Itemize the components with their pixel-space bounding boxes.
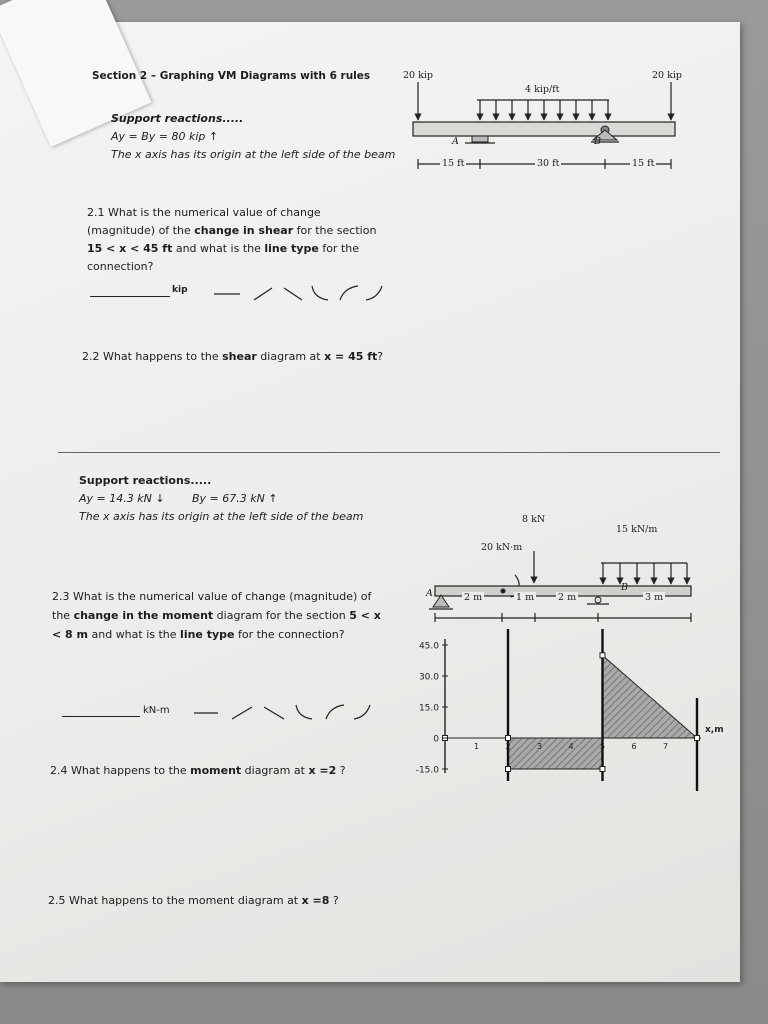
line-type-concave-down-rising[interactable] (326, 705, 344, 719)
x-tick-label: 1 (473, 742, 480, 751)
beam1-dim-mid: 30 ft (537, 158, 560, 169)
support-reaction-ay: Ay = 14.3 kN ↓ (79, 492, 165, 505)
support-heading-1: Support reactions..... (111, 112, 244, 125)
beam2-support-b: B (621, 582, 628, 593)
line-type-rising[interactable] (254, 288, 272, 300)
x-tick-label: 7 (662, 742, 669, 751)
beam1-dim-right: 15 ft (632, 158, 655, 169)
support-reaction-1: Ay = By = 80 kip ↑ (111, 130, 219, 143)
diagram-point-marker (695, 736, 700, 741)
q24-question: 2.4 What happens to the moment diagram at x =2 ? (50, 764, 346, 777)
q21-answer-blank[interactable] (90, 296, 170, 297)
beam1-distributed-load: 4 kip/ft (525, 84, 560, 95)
q21-line4: connection? (87, 260, 154, 273)
q22-question: 2.2 What happens to the shear diagram at x = 45 ft? (82, 350, 384, 363)
beam2-dim2: 1 m (516, 592, 535, 603)
x-tick-label: 5 (599, 742, 606, 751)
x-tick-label: 4 (568, 742, 574, 751)
q23-unit: kN-m (143, 705, 170, 716)
q25-question: 2.5 What happens to the moment diagram at x =8 ? (48, 894, 339, 907)
support-reaction-by: By = 67.3 kN ↑ (192, 492, 278, 505)
x-tick-label: 3 (536, 742, 543, 751)
moment-region-2 (508, 738, 606, 769)
beam2-distributed-load: 15 kN/m (616, 524, 658, 535)
moment-region-3 (603, 655, 698, 738)
line-type-convex-rising[interactable] (354, 705, 370, 719)
line-type-falling[interactable] (264, 707, 284, 719)
diagram-point-marker (506, 736, 511, 741)
beam1-support-a: A (452, 136, 459, 147)
q23-line-type-options[interactable] (190, 699, 380, 723)
q21-unit: kip (172, 285, 188, 295)
moment-diagram-chart (405, 607, 735, 792)
x-axis-label: x,m (705, 725, 724, 735)
line-type-rising[interactable] (232, 707, 252, 719)
line-type-falling[interactable] (284, 288, 302, 300)
line-type-concave-up[interactable] (312, 286, 328, 300)
line-type-concave-up[interactable] (296, 705, 312, 719)
q23-answer-blank[interactable] (62, 716, 140, 717)
q23-line2: the change in the moment diagram for the section 5 < x (52, 609, 381, 622)
diagram-point-marker (600, 653, 605, 658)
diagram-point-marker (506, 767, 511, 772)
q21-line-type-options[interactable] (210, 280, 390, 304)
y-tick-label: 0 (433, 734, 439, 745)
beam2-dim1: 2 m (464, 592, 483, 603)
line-type-convex-rising[interactable] (366, 286, 382, 300)
beam1-load-left: 20 kip (403, 70, 433, 81)
beam2-moment: 20 kN·m (481, 542, 523, 553)
beam1-support-b: B (594, 136, 601, 147)
q21-line2: (magnitude) of the change in shear for the section (87, 224, 377, 237)
q21-line1: 2.1 What is the numerical value of change (87, 206, 321, 219)
q23-line1: 2.3 What is the numerical value of change (magnitude) of (52, 590, 372, 603)
section-title: Section 2 – Graphing VM Diagrams with 6 rules (92, 70, 371, 82)
y-tick-label: 45.0 (418, 641, 439, 652)
x-tick-label: 6 (631, 742, 637, 751)
y-tick-label: 30.0 (418, 672, 439, 683)
y-tick-label: -15.0 (415, 765, 439, 776)
origin-note-1: The x axis has its origin at the left side of the beam (111, 148, 396, 161)
q23-line3: < 8 m and what is the line type for the connection? (52, 628, 345, 641)
beam2-dim3: 2 m (558, 592, 577, 603)
y-tick-label: 15.0 (418, 703, 439, 714)
origin-note-2: The x axis has its origin at the left side of the beam (79, 510, 364, 523)
diagram-point-marker (600, 767, 605, 772)
support-heading-2: Support reactions..... (79, 474, 212, 487)
beam2-point-load: 8 kN (522, 514, 546, 525)
line-type-concave-down-rising[interactable] (340, 286, 358, 300)
beam2-dim4: 3 m (645, 592, 664, 603)
beam1-load-right: 20 kip (652, 70, 682, 81)
beam2-support-a: A (426, 588, 433, 599)
q21-line3: 15 < x < 45 ft and what is the line type for the (87, 242, 359, 255)
worksheet-page (0, 22, 740, 982)
x-tick-label: 2 (505, 742, 511, 751)
beam1-dim-left: 15 ft (442, 158, 465, 169)
section-divider (58, 452, 720, 453)
